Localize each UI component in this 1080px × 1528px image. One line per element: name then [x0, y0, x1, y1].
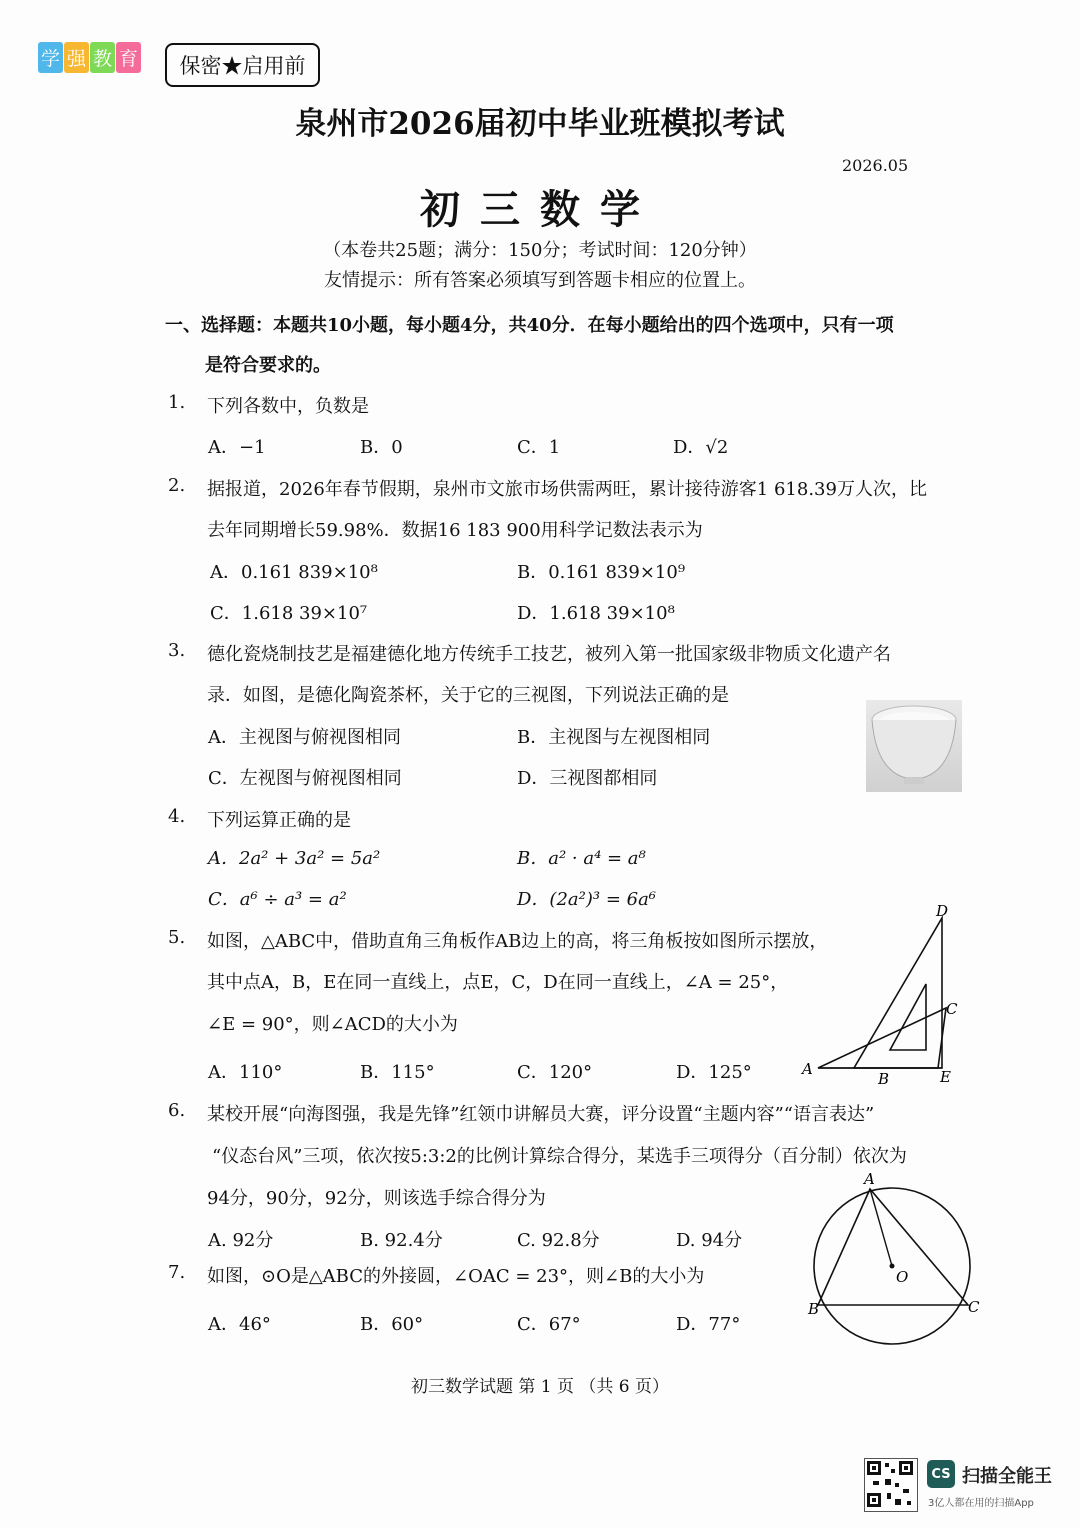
brand-logo — [38, 42, 142, 73]
option: B．0 — [360, 437, 403, 458]
set-square-outer — [854, 918, 942, 1068]
option: C．1.618 39×10⁷ — [210, 603, 368, 624]
option: C．a⁶ ÷ a³ = a² — [208, 889, 347, 910]
page-footer: 初三数学试题 第 1 页 （共 6 页） — [410, 1377, 670, 1397]
option: C．1 — [517, 437, 561, 458]
camscanner-name: 扫描全能王 — [962, 1466, 1052, 1487]
option: A．−1 — [208, 437, 266, 458]
set-square-inner — [890, 984, 926, 1050]
question-text: 录．如图，是德化陶瓷茶杯，关于它的三视图，下列说法正确的是 — [207, 685, 729, 706]
question-number: 6. — [168, 1100, 186, 1121]
label-c: C — [968, 1298, 980, 1316]
option: B．115° — [360, 1062, 435, 1083]
option: B．0.161 839×10⁹ — [517, 562, 686, 583]
option: A. 92分 — [208, 1230, 274, 1251]
logo-char: 教 — [90, 42, 115, 73]
exam-tip: 友情提示：所有答案必须填写到答题卡相应的位置上。 — [324, 270, 756, 291]
option: C．左视图与俯视图相同 — [208, 768, 402, 789]
label-b: B — [808, 1300, 820, 1318]
option: D．√2 — [673, 437, 729, 458]
question-text: 某校开展“向海图强，我是先锋”红领巾讲解员大赛，评分设置“主题内容”“语言表达” — [207, 1104, 875, 1125]
question-text: 德化瓷烧制技艺是福建德化地方传统手工技艺，被列入第一批国家级非物质文化遗产名 — [207, 644, 891, 665]
section-line: 是符合要求的。 — [205, 355, 331, 376]
camscanner-logo: CS — [927, 1460, 955, 1488]
exam-info: （本卷共25题；满分：150分；考试时间：120分钟） — [323, 240, 757, 261]
question-number: 4. — [168, 806, 186, 827]
option: B．a² · a⁴ = a⁸ — [517, 848, 646, 869]
section-line: 一、选择题：本题共10小题，每小题4分，共40分．在每小题给出的四个选项中，只有一项 — [165, 315, 894, 336]
option: C．120° — [517, 1062, 593, 1083]
option: D. 94分 — [676, 1230, 743, 1251]
question-text: 下列各数中，负数是 — [207, 396, 369, 417]
question-number: 7. — [168, 1262, 186, 1283]
option: D．1.618 39×10⁸ — [517, 603, 675, 624]
option: D．(2a²)³ = 6a⁶ — [517, 889, 657, 910]
subject-heading: 初三数学 — [420, 186, 660, 233]
option: B. 92.4分 — [360, 1230, 443, 1251]
option: A．0.161 839×10⁸ — [210, 562, 378, 583]
figure-circumcircle — [806, 1168, 986, 1352]
option: D．77° — [676, 1314, 741, 1335]
label-a: A — [802, 1060, 813, 1078]
logo-char: 育 — [116, 42, 141, 73]
question-text: ∠E = 90°，则∠ACD的大小为 — [207, 1014, 458, 1035]
option: B．主视图与左视图相同 — [517, 727, 711, 748]
label-a: A — [864, 1170, 875, 1188]
option: A．主视图与俯视图相同 — [208, 727, 401, 748]
question-number: 3. — [168, 640, 186, 661]
exam-date: 2026.05 — [842, 156, 909, 175]
question-text: 去年同期增长59.98%．数据16 183 900用科学记数法表示为 — [207, 520, 703, 541]
question-text: 如图，△ABC中，借助直角三角板作AB边上的高，将三角板按如图所示摆放， — [207, 931, 828, 952]
option: C. 92.8分 — [517, 1230, 600, 1251]
qr-code — [864, 1458, 918, 1512]
option: A．2a² + 3a² = 5a² — [208, 848, 381, 869]
question-number: 2. — [168, 475, 186, 496]
question-text: “仪态台风”三项，依次按5:3:2的比例计算综合得分，某选手三项得分（百分制）依次为 — [212, 1146, 907, 1167]
label-b: B — [878, 1070, 890, 1088]
question-text: 据报道，2026年春节假期，泉州市文旅市场供需两旺，累计接待游客1 618.39万人次，比 — [207, 479, 927, 500]
label-c: C — [946, 1000, 958, 1018]
label-o: O — [896, 1268, 909, 1286]
option: C．67° — [517, 1314, 581, 1335]
center-point — [890, 1264, 895, 1269]
logo-char: 学 — [38, 42, 63, 73]
logo-char: 强 — [64, 42, 89, 73]
secret-stamp: 保密★启用前 — [165, 43, 320, 87]
teacup-image — [866, 700, 962, 792]
label-d: D — [936, 902, 949, 920]
label-e: E — [940, 1068, 951, 1086]
option: A．46° — [208, 1314, 271, 1335]
question-text: 下列运算正确的是 — [207, 810, 351, 831]
option: D．三视图都相同 — [517, 768, 658, 789]
question-text: 94分，90分，92分，则该选手综合得分为 — [207, 1188, 546, 1209]
question-text: 其中点A，B，E在同一直线上，点E，C，D在同一直线上，∠A = 25°， — [207, 972, 789, 993]
section-heading — [165, 306, 985, 386]
option: A．110° — [208, 1062, 283, 1083]
option: D．125° — [676, 1062, 752, 1083]
option: B．60° — [360, 1314, 424, 1335]
question-number: 1. — [168, 392, 186, 413]
question-text: 如图，⊙O是△ABC的外接圆，∠OAC = 23°，则∠B的大小为 — [207, 1266, 705, 1287]
figure-triangle-set-square — [798, 900, 968, 1090]
exam-title: 泉州市2026届初中毕业班模拟考试 — [295, 106, 785, 142]
camscanner-tagline: 3亿人都在用的扫描App — [928, 1498, 1034, 1509]
question-number: 5. — [168, 927, 186, 948]
